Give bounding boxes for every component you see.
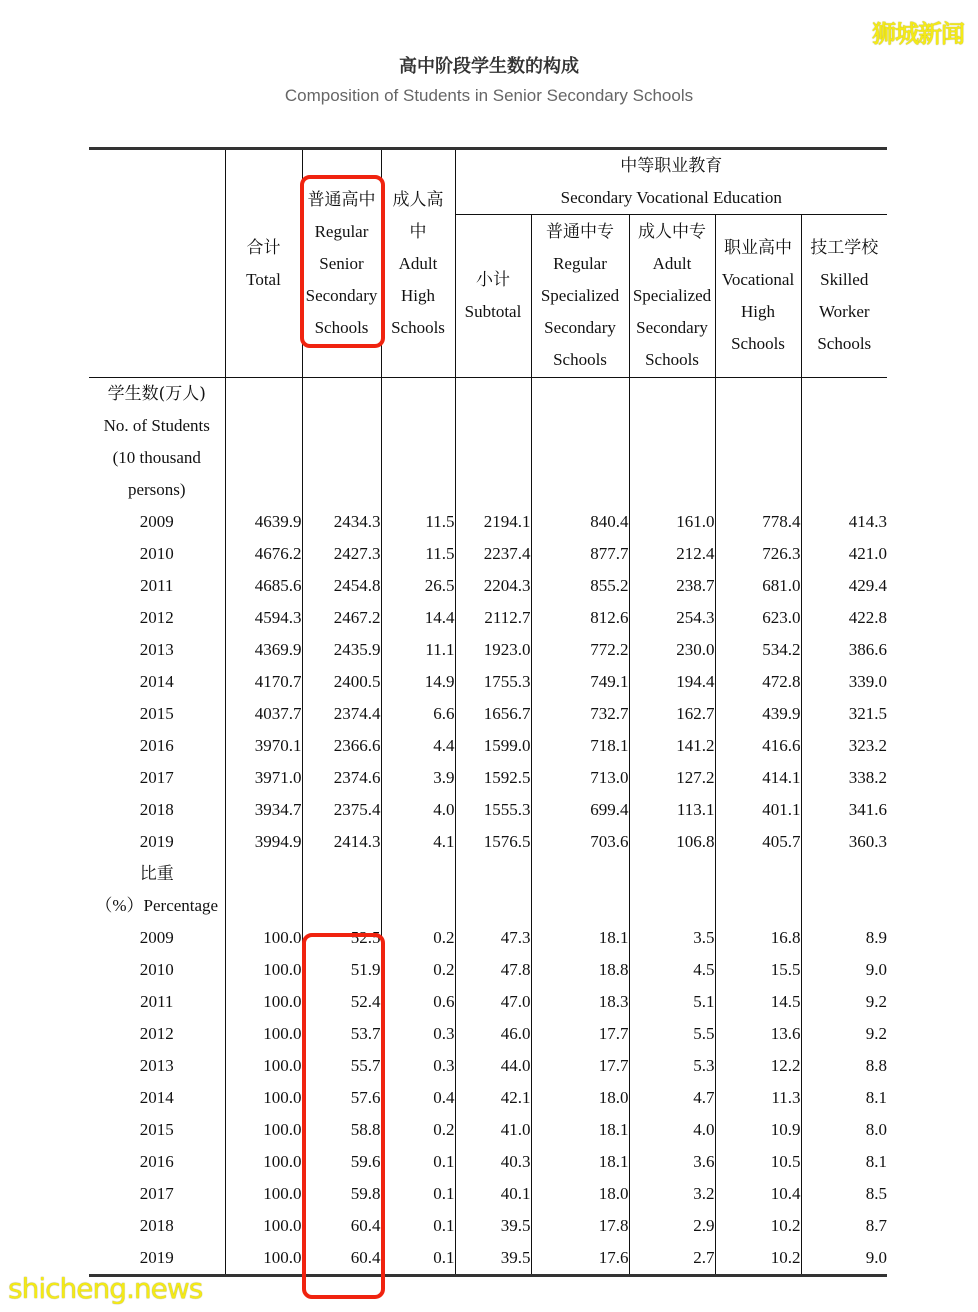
year-cell: 2014 (139, 1088, 174, 1107)
empty-cell (715, 410, 801, 442)
value-cell: 3934.7 (225, 794, 302, 826)
table-row (89, 1242, 887, 1276)
table-row (89, 762, 887, 794)
value-cell: 14.4 (381, 602, 455, 634)
empty-cell (715, 442, 801, 474)
empty-cell (801, 410, 887, 442)
empty-cell (225, 858, 302, 890)
value-cell: 323.2 (801, 730, 887, 762)
col-header-regular-specialized: 普通中专 Regular Specialized Secondary Schools (531, 215, 629, 378)
col-header-regular-senior: 普通高中 Regular Senior Secondary Schools (302, 149, 381, 378)
value-cell: 162.7 (629, 698, 715, 730)
value-cell: 100.0 (225, 1146, 302, 1178)
year-cell: 2014 (139, 672, 174, 691)
value-cell: 52.5 (302, 922, 381, 954)
value-cell: 100.0 (225, 1210, 302, 1242)
value-cell: 212.4 (629, 538, 715, 570)
year-cell: 2017 (139, 1184, 174, 1203)
value-cell: 0.1 (381, 1210, 455, 1242)
value-cell: 732.7 (531, 698, 629, 730)
value-cell: 4594.3 (225, 602, 302, 634)
col-header-adult-specialized: 成人中专 Adult Specialized Secondary Schools (629, 215, 715, 378)
value-cell: 623.0 (715, 602, 801, 634)
section-label: 比重 (139, 864, 174, 884)
value-cell: 41.0 (455, 1114, 531, 1146)
value-cell: 100.0 (225, 1082, 302, 1114)
value-cell: 0.1 (381, 1146, 455, 1178)
empty-cell (801, 442, 887, 474)
empty-cell (531, 378, 629, 411)
value-cell: 100.0 (225, 1242, 302, 1276)
empty-cell (455, 378, 531, 411)
value-cell: 855.2 (531, 570, 629, 602)
value-cell: 360.3 (801, 826, 887, 858)
value-cell: 2467.2 (302, 602, 381, 634)
year-cell: 2009 (139, 928, 174, 947)
value-cell: 194.4 (629, 666, 715, 698)
value-cell: 2375.4 (302, 794, 381, 826)
table-row (89, 1210, 887, 1242)
value-cell: 1576.5 (455, 826, 531, 858)
value-cell: 230.0 (629, 634, 715, 666)
empty-cell (629, 442, 715, 474)
empty-cell (531, 890, 629, 922)
table-row (89, 1082, 887, 1114)
empty-cell (381, 474, 455, 506)
value-cell: 100.0 (225, 1178, 302, 1210)
empty-cell (715, 890, 801, 922)
table-row (89, 826, 887, 858)
value-cell: 51.9 (302, 954, 381, 986)
value-cell: 14.5 (715, 986, 801, 1018)
empty-cell (531, 474, 629, 506)
section-label-row (89, 858, 887, 890)
value-cell: 10.2 (715, 1210, 801, 1242)
value-cell: 100.0 (225, 954, 302, 986)
year-cell: 2009 (139, 512, 174, 531)
year-cell: 2010 (139, 960, 174, 979)
value-cell: 59.6 (302, 1146, 381, 1178)
value-cell: 0.3 (381, 1050, 455, 1082)
col-header-adult-high: 成人高 中 Adult High Schools (381, 149, 455, 378)
value-cell: 4.4 (381, 730, 455, 762)
value-cell: 812.6 (531, 602, 629, 634)
value-cell: 100.0 (225, 1114, 302, 1146)
value-cell: 2112.7 (455, 602, 531, 634)
value-cell: 254.3 (629, 602, 715, 634)
value-cell: 429.4 (801, 570, 887, 602)
value-cell: 778.4 (715, 506, 801, 538)
value-cell: 60.4 (302, 1242, 381, 1276)
value-cell: 6.6 (381, 698, 455, 730)
value-cell: 11.5 (381, 506, 455, 538)
value-cell: 0.1 (381, 1178, 455, 1210)
value-cell: 3970.1 (225, 730, 302, 762)
section-label-row (89, 890, 887, 922)
table-row (89, 922, 887, 954)
value-cell: 10.4 (715, 1178, 801, 1210)
value-cell: 9.0 (801, 954, 887, 986)
value-cell: 4.1 (381, 826, 455, 858)
students-composition-table (89, 147, 887, 1277)
section-label-row (89, 442, 887, 474)
empty-cell (715, 858, 801, 890)
value-cell: 2194.1 (455, 506, 531, 538)
value-cell: 100.0 (225, 986, 302, 1018)
table-row (89, 1018, 887, 1050)
section-label: No. of Students (103, 416, 210, 435)
section-label: 学生数(万人) (107, 384, 206, 404)
value-cell: 53.7 (302, 1018, 381, 1050)
value-cell: 341.6 (801, 794, 887, 826)
value-cell: 1755.3 (455, 666, 531, 698)
section-label-row (89, 378, 887, 411)
table-row (89, 698, 887, 730)
value-cell: 0.6 (381, 986, 455, 1018)
year-cell: 2013 (139, 1056, 174, 1075)
year-cell: 2011 (140, 992, 174, 1011)
value-cell: 100.0 (225, 1018, 302, 1050)
empty-cell (302, 378, 381, 411)
value-cell: 4369.9 (225, 634, 302, 666)
value-cell: 8.8 (801, 1050, 887, 1082)
value-cell: 749.1 (531, 666, 629, 698)
empty-cell (455, 410, 531, 442)
value-cell: 4.5 (629, 954, 715, 986)
value-cell: 4170.7 (225, 666, 302, 698)
value-cell: 3.5 (629, 922, 715, 954)
table-title-cn: 高中阶段学生数的构成 (399, 56, 579, 77)
value-cell: 1656.7 (455, 698, 531, 730)
value-cell: 8.1 (801, 1146, 887, 1178)
value-cell: 4639.9 (225, 506, 302, 538)
year-cell: 2010 (139, 544, 174, 563)
value-cell: 4.0 (629, 1114, 715, 1146)
empty-cell (302, 442, 381, 474)
value-cell: 338.2 (801, 762, 887, 794)
value-cell: 3.2 (629, 1178, 715, 1210)
value-cell: 8.9 (801, 922, 887, 954)
value-cell: 726.3 (715, 538, 801, 570)
value-cell: 699.4 (531, 794, 629, 826)
value-cell: 9.2 (801, 986, 887, 1018)
value-cell: 2414.3 (302, 826, 381, 858)
table-row (89, 730, 887, 762)
empty-cell (629, 474, 715, 506)
value-cell: 47.3 (455, 922, 531, 954)
value-cell: 52.4 (302, 986, 381, 1018)
empty-cell (531, 410, 629, 442)
table-row (89, 506, 887, 538)
value-cell: 11.5 (381, 538, 455, 570)
year-cell: 2018 (139, 1216, 174, 1235)
value-cell: 8.7 (801, 1210, 887, 1242)
value-cell: 0.1 (381, 1242, 455, 1276)
empty-cell (455, 858, 531, 890)
empty-cell (715, 378, 801, 411)
value-cell: 44.0 (455, 1050, 531, 1082)
value-cell: 472.8 (715, 666, 801, 698)
col-header-skilled-worker: 技工学校 Skilled Worker Schools (801, 215, 887, 378)
empty-cell (225, 410, 302, 442)
value-cell: 681.0 (715, 570, 801, 602)
section-label-row (89, 410, 887, 442)
year-cell: 2016 (139, 736, 174, 755)
value-cell: 18.8 (531, 954, 629, 986)
value-cell: 17.7 (531, 1050, 629, 1082)
value-cell: 17.8 (531, 1210, 629, 1242)
value-cell: 11.1 (381, 634, 455, 666)
value-cell: 18.0 (531, 1082, 629, 1114)
value-cell: 3971.0 (225, 762, 302, 794)
value-cell: 3994.9 (225, 826, 302, 858)
value-cell: 421.0 (801, 538, 887, 570)
table-row (89, 570, 887, 602)
table-row (89, 538, 887, 570)
col-header-total: 合计 Total (225, 149, 302, 378)
year-cell: 2016 (139, 1152, 174, 1171)
value-cell: 16.8 (715, 922, 801, 954)
year-cell: 2011 (140, 576, 174, 595)
value-cell: 55.7 (302, 1050, 381, 1082)
empty-cell (455, 890, 531, 922)
value-cell: 1599.0 (455, 730, 531, 762)
value-cell: 840.4 (531, 506, 629, 538)
year-cell: 2019 (89, 1242, 225, 1276)
value-cell: 5.5 (629, 1018, 715, 1050)
empty-cell (801, 378, 887, 411)
value-cell: 42.1 (455, 1082, 531, 1114)
col-header-subtotal: 小计 Subtotal (455, 215, 531, 378)
value-cell: 141.2 (629, 730, 715, 762)
value-cell: 39.5 (455, 1210, 531, 1242)
value-cell: 772.2 (531, 634, 629, 666)
col-group-vocational: 中等职业教育 Secondary Vocational Education (455, 149, 887, 215)
value-cell: 2.9 (629, 1210, 715, 1242)
value-cell: 100.0 (225, 922, 302, 954)
col-header-vocational-high: 职业高中 Vocational High Schools (715, 215, 801, 378)
value-cell: 17.6 (531, 1242, 629, 1276)
value-cell: 0.3 (381, 1018, 455, 1050)
empty-cell (455, 442, 531, 474)
value-cell: 405.7 (715, 826, 801, 858)
table-row (89, 602, 887, 634)
value-cell: 46.0 (455, 1018, 531, 1050)
value-cell: 877.7 (531, 538, 629, 570)
empty-cell (302, 410, 381, 442)
value-cell: 0.4 (381, 1082, 455, 1114)
value-cell: 18.0 (531, 1178, 629, 1210)
value-cell: 4.0 (381, 794, 455, 826)
value-cell: 106.8 (629, 826, 715, 858)
watermark-site: shicheng.news (8, 1272, 203, 1305)
empty-cell (302, 890, 381, 922)
empty-cell (225, 442, 302, 474)
year-cell: 2012 (139, 608, 174, 627)
value-cell: 11.3 (715, 1082, 801, 1114)
value-cell: 57.6 (302, 1082, 381, 1114)
section-label: persons) (127, 480, 186, 499)
value-cell: 0.2 (381, 922, 455, 954)
value-cell: 703.6 (531, 826, 629, 858)
value-cell: 0.2 (381, 954, 455, 986)
year-cell: 2012 (139, 1024, 174, 1043)
value-cell: 18.3 (531, 986, 629, 1018)
value-cell: 534.2 (715, 634, 801, 666)
value-cell: 40.3 (455, 1146, 531, 1178)
value-cell: 9.2 (801, 1018, 887, 1050)
value-cell: 718.1 (531, 730, 629, 762)
value-cell: 10.9 (715, 1114, 801, 1146)
value-cell: 2400.5 (302, 666, 381, 698)
year-cell: 2018 (139, 800, 174, 819)
corner-header (89, 149, 225, 378)
value-cell: 2374.4 (302, 698, 381, 730)
value-cell: 2435.9 (302, 634, 381, 666)
value-cell: 9.0 (801, 1242, 887, 1276)
table-row (89, 1114, 887, 1146)
value-cell: 2237.4 (455, 538, 531, 570)
value-cell: 238.7 (629, 570, 715, 602)
table-row (89, 1050, 887, 1082)
value-cell: 2366.6 (302, 730, 381, 762)
table-row (89, 666, 887, 698)
value-cell: 422.8 (801, 602, 887, 634)
value-cell: 113.1 (629, 794, 715, 826)
table-row (89, 986, 887, 1018)
empty-cell (629, 378, 715, 411)
empty-cell (381, 890, 455, 922)
empty-cell (225, 474, 302, 506)
value-cell: 1555.3 (455, 794, 531, 826)
value-cell: 3.6 (629, 1146, 715, 1178)
watermark-logo-cn: 狮城新闻 (872, 20, 964, 48)
table-row (89, 1146, 887, 1178)
table-row (89, 634, 887, 666)
value-cell: 10.5 (715, 1146, 801, 1178)
value-cell: 439.9 (715, 698, 801, 730)
year-cell: 2019 (139, 832, 174, 851)
value-cell: 2454.8 (302, 570, 381, 602)
value-cell: 10.2 (715, 1242, 801, 1276)
value-cell: 2204.3 (455, 570, 531, 602)
value-cell: 18.1 (531, 1146, 629, 1178)
value-cell: 1592.5 (455, 762, 531, 794)
table-row (89, 794, 887, 826)
value-cell: 4037.7 (225, 698, 302, 730)
empty-cell (381, 378, 455, 411)
value-cell: 416.6 (715, 730, 801, 762)
year-cell: 2015 (139, 704, 174, 723)
value-cell: 5.3 (629, 1050, 715, 1082)
table-row (89, 1178, 887, 1210)
value-cell: 40.1 (455, 1178, 531, 1210)
value-cell: 2427.3 (302, 538, 381, 570)
empty-cell (629, 858, 715, 890)
value-cell: 47.8 (455, 954, 531, 986)
value-cell: 2434.3 (302, 506, 381, 538)
value-cell: 60.4 (302, 1210, 381, 1242)
section-label: (10 thousand (112, 448, 201, 467)
empty-cell (629, 890, 715, 922)
empty-cell (531, 442, 629, 474)
value-cell: 321.5 (801, 698, 887, 730)
section-label: （%）Percentage (95, 896, 219, 915)
value-cell: 8.5 (801, 1178, 887, 1210)
value-cell: 12.2 (715, 1050, 801, 1082)
value-cell: 14.9 (381, 666, 455, 698)
value-cell: 17.7 (531, 1018, 629, 1050)
value-cell: 13.6 (715, 1018, 801, 1050)
empty-cell (801, 890, 887, 922)
value-cell: 127.2 (629, 762, 715, 794)
empty-cell (225, 378, 302, 411)
section-label-row (89, 474, 887, 506)
value-cell: 386.6 (801, 634, 887, 666)
value-cell: 3.9 (381, 762, 455, 794)
table-title-en: Composition of Students in Senior Secondary Schools (284, 86, 694, 105)
empty-cell (302, 474, 381, 506)
value-cell: 8.0 (801, 1114, 887, 1146)
value-cell: 4.7 (629, 1082, 715, 1114)
value-cell: 2.7 (629, 1242, 715, 1276)
year-cell: 2017 (139, 768, 174, 787)
empty-cell (381, 442, 455, 474)
value-cell: 58.8 (302, 1114, 381, 1146)
value-cell: 4685.6 (225, 570, 302, 602)
value-cell: 339.0 (801, 666, 887, 698)
value-cell: 18.1 (531, 922, 629, 954)
value-cell: 4676.2 (225, 538, 302, 570)
year-cell: 2013 (139, 640, 174, 659)
table-row (89, 954, 887, 986)
empty-cell (801, 858, 887, 890)
value-cell: 100.0 (225, 1050, 302, 1082)
value-cell: 18.1 (531, 1114, 629, 1146)
value-cell: 0.2 (381, 1114, 455, 1146)
empty-cell (629, 410, 715, 442)
value-cell: 15.5 (715, 954, 801, 986)
value-cell: 59.8 (302, 1178, 381, 1210)
value-cell: 2374.6 (302, 762, 381, 794)
year-cell: 2015 (139, 1120, 174, 1139)
value-cell: 161.0 (629, 506, 715, 538)
empty-cell (302, 858, 381, 890)
value-cell: 39.5 (455, 1242, 531, 1276)
empty-cell (715, 474, 801, 506)
table-body (89, 378, 887, 1276)
value-cell: 26.5 (381, 570, 455, 602)
value-cell: 713.0 (531, 762, 629, 794)
empty-cell (531, 858, 629, 890)
empty-cell (225, 890, 302, 922)
empty-cell (381, 858, 455, 890)
value-cell: 5.1 (629, 986, 715, 1018)
value-cell: 1923.0 (455, 634, 531, 666)
value-cell: 401.1 (715, 794, 801, 826)
empty-cell (381, 410, 455, 442)
value-cell: 8.1 (801, 1082, 887, 1114)
value-cell: 414.1 (715, 762, 801, 794)
empty-cell (455, 474, 531, 506)
value-cell: 47.0 (455, 986, 531, 1018)
empty-cell (801, 474, 887, 506)
value-cell: 414.3 (801, 506, 887, 538)
